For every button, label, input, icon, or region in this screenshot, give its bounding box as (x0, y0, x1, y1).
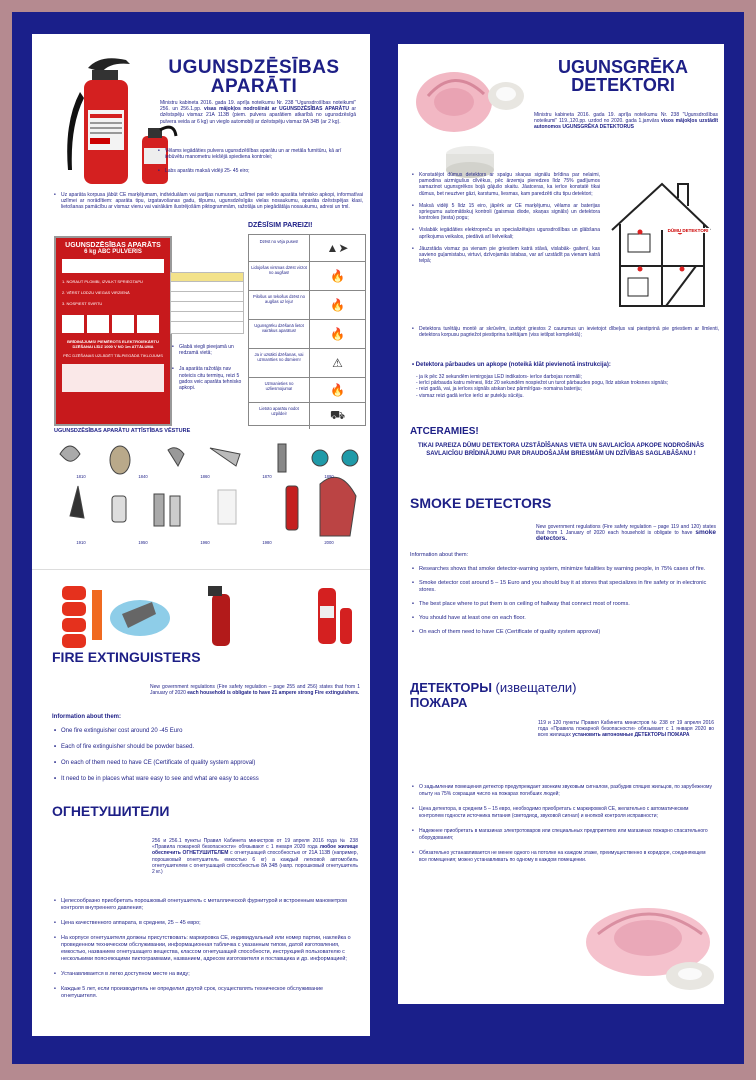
history-year: 1890 (324, 474, 334, 479)
history-year: 1870 (262, 474, 272, 479)
page-title-right-line2: DETEKTORI (571, 75, 675, 95)
pictogram-row: Lidojošas virsmas dzēst virzot no augšas! 🔥 (249, 262, 365, 291)
maintenance-title: • Detektora pārbaudes un apkope (noteikā klāt pievienotā instrukcija): (412, 362, 611, 368)
list-item: • Konstatējot dūmus detektors ar spalgu skaņas signālu brīdina par nelaimi, pamodina aizmigušus cilvēkus, pēc ārzemju pieredzes līdz 75% gadījumos samazinot ugunsgrēkos bojā gājušo skaitu. Jāatceras, ka ierīce konstatē tikai dūmus, bet neuztver gāzi, karstumu, liesmas, kam paredzēti citu tipu detektori; (412, 172, 600, 197)
remember-title: ATCERAMIES! (410, 426, 479, 437)
list-item: • On each of them need to have CE (Certificate of quality system approval) (412, 629, 712, 636)
history-year: 1950 (138, 540, 148, 545)
history-year: 1960 (200, 540, 210, 545)
label-note: PĒC DZĒŠANAS UZLĀDĒT TĀLPIEGĀDĀ TIKLOJUMS (63, 353, 163, 358)
house-label: DŪMU DETEKTORI (667, 228, 709, 233)
list-item: • Labs aparāts maksā vidēji 25- 45 eiro; (158, 168, 358, 174)
list-item: • Maksā vidēji 5 līdz 15 eiro, jāpērk ar CE marķējumu, vēlams ar baterijas spriegumu automātiskuj kontroli (gaismas diode, skaņas signāls) un detektora kontroles (testa) pogu; (412, 203, 600, 222)
info-title-en-right: Information about them: (410, 552, 469, 558)
service-record-table (170, 272, 244, 334)
history-year: 1840 (138, 474, 148, 479)
history-year: 1980 (262, 540, 272, 545)
intro-text-ru-right: 119 и 120 пункты Правил Кабинета министров № 238 от 19 апреля 2016 года «Правила пожарной безопасности» обязывают с 1 января 2020 во всех жилищах установить автономные ДЕТЕКТОРЫ ПОЖАРА (538, 720, 714, 739)
list-item: • It need to be in places what ware easy to see and what are easy to access (54, 776, 354, 782)
list-item: • Researches shows that smoke detector-warning system, minimize fatalities by warning people, in 75% cases of fire. (412, 566, 712, 573)
list-item: • Обязательно устанавливается не менее одного на потолке на каждом этаже, преимущественно в коридоре, соединяющем все помещения; можно устанавливать по одному в каждом помещении. (412, 850, 714, 863)
maintenance-list (416, 374, 716, 399)
list-item: • О задымлении помещения детектор предупреждает звонким звуковым сигналом, разбудив спящих жильцов, по зарубежному опыту на 75% сокращая число на пожарах погибших людей; (412, 784, 714, 797)
pictogram-row: Ja ir uzsākti dzēšanas, vai uzmanīties no dūmiem! ⚠ (249, 349, 365, 378)
list-item: • Jāuzstāda vismaz pa vienam pie griestiem katrā stāvā, vislabāk- gaitenī, kas savieno guļamistabu, virtuvi, dzīvojamās istabas, var arī uzstādīt pa vienam katrā telpā; (412, 246, 600, 265)
label-title: UGUNSDZĒSĪBAS APARĀTS (65, 242, 161, 249)
list-item: - vismaz reizi gadā ierīce ierīci ar putekļu sūcēju. (416, 392, 524, 399)
storage-list (172, 344, 246, 391)
section-title-ru-right: ДЕТЕКТОРЫ (извещатели) ПОЖАРА (410, 680, 577, 710)
intro-text: Ministru kabineta 2016. gada 19. aprīļa noteikumu Nr. 238 "Ugunsdrošības noteikumi" 256. un 256.1.pp. visas mājokļos nodrošināt ar UGUNSDZĒSĪBAS APARĀTU ar dzēstspēju vismaz 21A 113B (piem. pulvera aparātiem atkarībā no ugunsdzēsīgā pulvera veida ar 6 kg) un vieglo automobiļi ar dzēstspēju vismaz 8A 34B (ar 2 kg). (160, 100, 356, 125)
remember-text: TIKAI PAREIZA DŪMU DETEKTORA UZSTĀDĪŠANAS VIETA UN SAVLAICĪGA APKOPE NODROŠINĀS SAVLAICĪGU BRĪDINĀJUMU PAR DRAUDOŠAJĀM BRIESMĀM UN DZĪVĪBAS SAGLABĀŠANU ! (417, 443, 705, 457)
smoke-detector-photo (408, 56, 528, 148)
extinguisher-label (54, 236, 172, 426)
smoke-detectors-panel (398, 44, 724, 1004)
list-item: • You should have at least one on each floor. (412, 615, 712, 622)
intro-text-en: New government regulations (Fire safety regulation – page 255 and 256) states that from 1 January of 2020 each household is obligate to have 21 ampere strong Fire extinguishers. (150, 684, 360, 697)
pictogram-row: Ugunsgrēku dzēšanā lietot vairākus aparātus! 🔥 (249, 320, 365, 349)
intro-text-right: Ministru kabineta 2016. gada 19. aprīļa noteikumu Nr. 238 "Ugunsdrošības noteikumi" 119.,120.pp. uzdod no 2020. gada 1.janvāra visos mājokļos uzstādīt autonomos UGUNSGRĒKA DETEKTORUS (534, 112, 719, 131)
list-item: • Цена детектора, в среднем 5 – 15 евро, необходимо приобретать с маркировкой CE, желательно с автоматическим контролем годности источника питания (светодиод, звуковой сигнал) и кнопкой контроля исправности; (412, 806, 714, 819)
list-item: • Ja aparāta ražotājs nav noteicis citu termiņu, reizi 5 gados veic aparāta tehnisko apkopi. (172, 366, 246, 391)
history-illustrations (50, 436, 360, 556)
section-title-en: FIRE EXTINGUISTERS (52, 649, 201, 665)
list-item: • Устанавливается в легко доступном месте на виду; (54, 971, 354, 978)
history-year: 1860 (200, 474, 210, 479)
list-item: • On each of them need to have CE (Certificate of quality system approval) (54, 760, 354, 766)
list-item: • Each of fire extinguisher should be powder based. (54, 744, 354, 750)
page-title: UGUNSDZĒSĪBAS (168, 57, 340, 78)
intro-text-en-right: New government regulations (Fire safety regulation – page 119 and 120) states that from 1 January of 2020 each household is obligate to have smoke detectors. (536, 524, 716, 543)
history-year: 2000 (324, 540, 334, 545)
label-subtitle: 6 kg ABC PULVERIS (84, 249, 142, 255)
list-item: • One fire extinguisher cost around 20 -45 Euro (54, 728, 354, 734)
smoke-detector-bottom-photo (578, 894, 718, 998)
pictogram-row: Dzēst no vēja puses! ▲➤ (249, 235, 365, 262)
list-item: - ierīci pārbauda katru mēnesi, līdz 20 sekundēm nospiežot un turot pārbaudes pogu, līdz atskan troksnes signāls; (416, 380, 669, 387)
house-diagram (606, 174, 716, 314)
pictogram-table (248, 234, 366, 426)
history-year: 1810 (76, 474, 86, 479)
list-item: • Цена качественного аппарата, в среднем, 25 – 45 евро; (54, 920, 354, 927)
section-title-ru: ОГНЕТУШИТЕЛИ (52, 803, 170, 819)
pictogram-row: Uzmanieties no uzliesmojuma! 🔥 (249, 378, 365, 403)
list-item: • Надежнее приобретать в магазинах электротоваров или специальных предприятиях или магазинах пожарно спасательного оборудования; (412, 828, 714, 841)
list-item: • The best place where to put them is on ceiling of hallway that connect most of rooms. (412, 601, 712, 608)
history-year: 1910 (76, 540, 86, 545)
extinguisher-products-photo (52, 578, 364, 654)
info-title-en: Information about them: (52, 714, 121, 720)
label-step: 2. VĒRST LŪDZU VIEGAS VIRZIENĀ (62, 290, 130, 295)
requirements-text: • Uz aparāta korpusa jābūt CE marķējumam, individuālam vai partijas numuram, uzlīmei par veikto aparāta tehnisko apkopi, informatīvai uzlīmei ar norādītiem: aparāta tipu, izgatavošanas gadu, tilpumu, ugunsdzēsīgās vielas nosaukumu, aparāta dzēstspējas klasi, lietošanas pamācību ar vismaz vienu vai vairākām ilustrējošām piktogrammām, ražotāja un piegādātāja nosaukumu, adresi un tml. (54, 192, 363, 211)
list-item: • Целесообразно приобретать порошковый огнетушитель с металлической фурнитурой и встроенным манометром контроля внутреннего давления; (54, 898, 354, 912)
list-item: • Каждые 5 лет, если производитель не определил другой срок, осуществлять техническое обслуживание огнетушителя. (54, 986, 354, 1000)
label-step: 1. NORAUT PLOMBI, IZVILKT SPRIEGTAPU (62, 279, 143, 284)
list-item: • На корпусе огнетушителя должны присутствовать: маркировка CE, индивидуальный или номер партии, наклейка о проведенном техническом обслуживании, информационная табличка с указанным типом, датой изготовления, емкостью, названием огнетушащего вещества, классом огнетушащей способности, инструкцией пользователю с несколькими поясняющими пиктограммами, названием, адресом изготовителя и поставщика и др. информацией; (54, 935, 354, 963)
section-title-en-right: SMOKE DETECTORS (410, 495, 552, 511)
history-title: UGUNSDZĒSĪBAS APARĀTU ATTĪSTĪBAS VĒSTURE (54, 428, 191, 434)
bullet-list-ru-right (412, 784, 714, 863)
pictogram-row: Pilošus un tekošus dzēst no augšas uz leju! 🔥 (249, 291, 365, 320)
bullet-list-right (412, 172, 600, 270)
label-step: 3. NOSPIEST SVIRTU (62, 301, 103, 306)
page-title-right: UGUNSGRĒKA (557, 57, 688, 77)
pictogram-row: Lietoto aparātu nodot uzpildei! ⛟ (249, 403, 365, 429)
page-title-line2: APARĀTI (210, 76, 298, 97)
list-item: • Smoke detector cost around 5 – 15 Euro and you should buy it at stores that specializes in fire safety or in electronic stores. (412, 580, 712, 594)
bullet-list-en-right (412, 566, 712, 636)
warning-title: DZĒSĪSIM PAREIZI! (248, 222, 313, 229)
bullet-list-ru (54, 898, 354, 1000)
list-item: • Vēlams iegādāties pulvera ugunsdzēšības aparātu un ar metāla furnitūru, kā arī iebūvētu manometru iekšējā spiediena kontrolei; (158, 148, 358, 160)
list-item: • Detektora turētāju montē ar skrūvēm, izurbjot griestos 2 caurumus un ievietojot dībeļus vai piestiprinā pie griestiem ar līmlenti, detektora korpusu pagriežot piestiprina turētājam (viss ietilpst komplektā); (412, 326, 719, 338)
label-warning: BRĪDINĀJUMS! PIEMĒROTS ELEKTROIEKĀRTU DZĒŠANAI LĪDZ 1000 V NO 1m ATTĀLUMA (67, 339, 159, 349)
bullet-list (158, 148, 358, 175)
list-item: - ja ik pēc 32 sekundēm iemirgojas LED indikators- ierīce darbojas normāli; (416, 374, 582, 380)
list-item: - reizi gadā, vai, ja ierīces signāls atskan bez pārmīrīgas- nomaina bateriju; (416, 386, 582, 393)
fire-extinguishers-panel (32, 34, 370, 1036)
intro-text-ru: 256 и 256.1 пункты Правил Кабинета министров от 19 апреля 2016 года № 238 «Правила пожарной безопасности» обязывают с 1 января 2020 года любое жилище обеспечить ОГНЕТУШИТЕЛЕМ с огнетушащей способностью от 21A 113B (например, порошковый огнетушитель емкостью 6 кг) а каждый легковой автомобиль огнетушителем с огнетушащей способностью 8A 34B (напр. порошковый огнетушитель 2 кг.) (152, 838, 359, 876)
bullet-list-en (54, 728, 354, 782)
list-item: • Vislabāk iegādāties elektropreču un specializētajos ugunsdrošības un glābšana aprīkojuma veikalos, piedāvā arī lielveikali; (412, 227, 600, 239)
list-item: • Glabā viegli pieejamā un redzamā vietā; (172, 344, 246, 356)
